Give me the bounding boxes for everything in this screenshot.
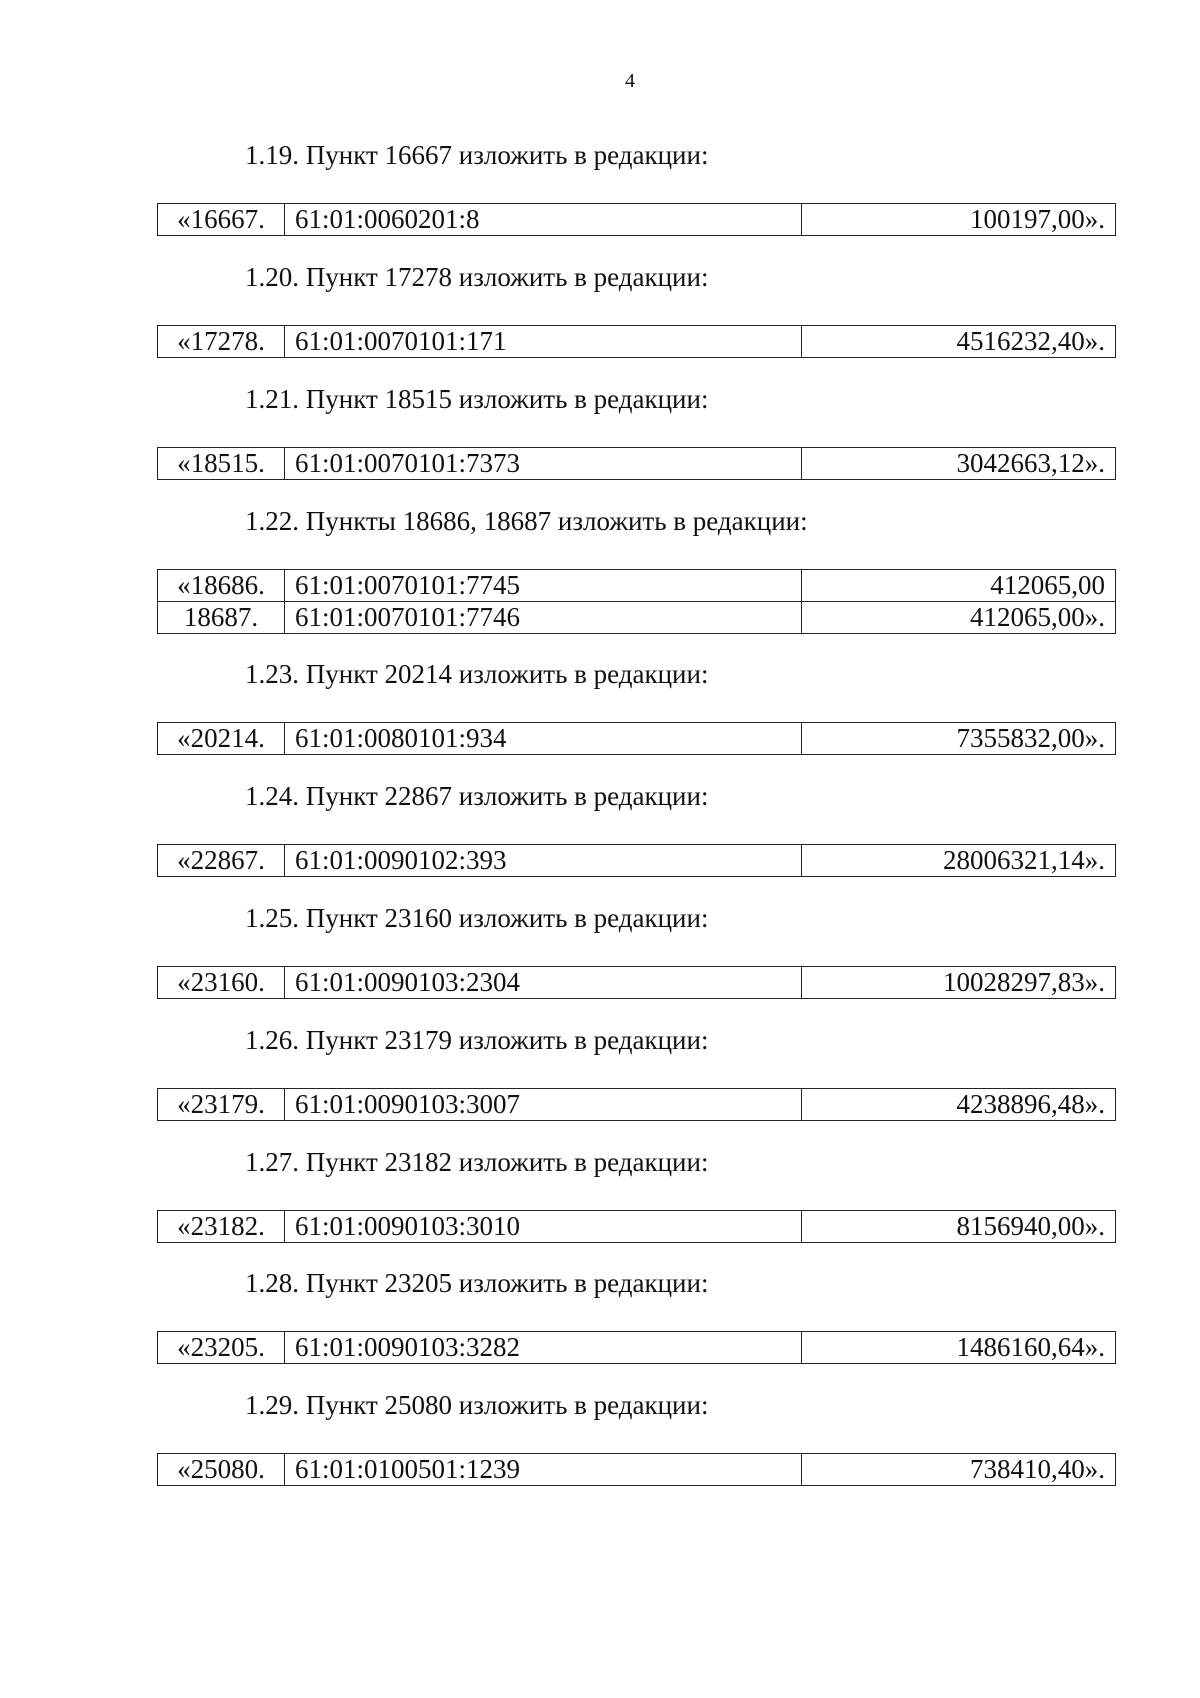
cadastral-value-cell: 8156940,00». — [802, 1211, 1116, 1243]
cadastral-number-cell: 61:01:0070101:7746 — [285, 602, 802, 634]
cadastral-value-cell: 738410,40». — [802, 1454, 1116, 1486]
amendment-table — [157, 447, 1116, 480]
item-number-cell: «25080. — [158, 1454, 285, 1486]
amendment-table — [157, 844, 1116, 877]
section-heading: 1.22. Пункты 18686, 18687 изложить в редакции: — [245, 506, 808, 536]
section-heading: 1.23. Пункт 20214 изложить в редакции: — [245, 659, 709, 689]
section-heading: 1.24. Пункт 22867 изложить в редакции: — [245, 781, 709, 811]
table-row — [158, 448, 1116, 480]
table-row — [158, 845, 1116, 877]
item-number-cell: «16667. — [158, 204, 285, 236]
amendment-table — [157, 1210, 1116, 1243]
cadastral-value-cell: 4516232,40». — [802, 326, 1116, 358]
cadastral-value-cell: 4238896,48». — [802, 1089, 1116, 1121]
cadastral-value-cell: 7355832,00». — [802, 723, 1116, 755]
amendment-table — [157, 1453, 1116, 1486]
table-row — [158, 967, 1116, 999]
cadastral-value-cell: 3042663,12». — [802, 448, 1116, 480]
item-number-cell: «23160. — [158, 967, 285, 999]
table-row — [158, 1089, 1116, 1121]
section-heading: 1.29. Пункт 25080 изложить в редакции: — [245, 1390, 709, 1420]
cadastral-number-cell: 61:01:0090103:3010 — [285, 1211, 802, 1243]
cadastral-value-cell: 1486160,64». — [802, 1332, 1116, 1364]
section-heading: 1.26. Пункт 23179 изложить в редакции: — [245, 1025, 709, 1055]
amendment-table — [157, 325, 1116, 358]
table-row — [158, 1211, 1116, 1243]
cadastral-number-cell: 61:01:0070101:171 — [285, 326, 802, 358]
item-number-cell: «22867. — [158, 845, 285, 877]
table-row — [158, 723, 1116, 755]
page-number: 4 — [625, 70, 635, 92]
section-heading: 1.25. Пункт 23160 изложить в редакции: — [245, 903, 709, 933]
table-row — [158, 1454, 1116, 1486]
item-number-cell: 18687. — [158, 602, 285, 634]
cadastral-number-cell: 61:01:0070101:7373 — [285, 448, 802, 480]
table-row — [158, 204, 1116, 236]
cadastral-number-cell: 61:01:0080101:934 — [285, 723, 802, 755]
amendment-table — [157, 966, 1116, 999]
item-number-cell: «20214. — [158, 723, 285, 755]
item-number-cell: «17278. — [158, 326, 285, 358]
item-number-cell: «18686. — [158, 570, 285, 602]
item-number-cell: «23205. — [158, 1332, 285, 1364]
section-heading: 1.21. Пункт 18515 изложить в редакции: — [245, 384, 709, 414]
table-row — [158, 602, 1116, 634]
cadastral-value-cell: 412065,00». — [802, 602, 1116, 634]
item-number-cell: «18515. — [158, 448, 285, 480]
cadastral-value-cell: 412065,00 — [802, 570, 1116, 602]
cadastral-number-cell: 61:01:0090103:3007 — [285, 1089, 802, 1121]
cadastral-number-cell: 61:01:0070101:7745 — [285, 570, 802, 602]
cadastral-number-cell: 61:01:0060201:8 — [285, 204, 802, 236]
table-row — [158, 570, 1116, 602]
cadastral-number-cell: 61:01:0090102:393 — [285, 845, 802, 877]
cadastral-value-cell: 100197,00». — [802, 204, 1116, 236]
amendment-table — [157, 722, 1116, 755]
table-row — [158, 326, 1116, 358]
section-heading: 1.27. Пункт 23182 изложить в редакции: — [245, 1147, 709, 1177]
cadastral-number-cell: 61:01:0090103:2304 — [285, 967, 802, 999]
item-number-cell: «23182. — [158, 1211, 285, 1243]
section-heading: 1.19. Пункт 16667 изложить в редакции: — [245, 140, 709, 170]
item-number-cell: «23179. — [158, 1089, 285, 1121]
cadastral-number-cell: 61:01:0090103:3282 — [285, 1332, 802, 1364]
cadastral-value-cell: 10028297,83». — [802, 967, 1116, 999]
cadastral-number-cell: 61:01:0100501:1239 — [285, 1454, 802, 1486]
amendment-table — [157, 569, 1116, 634]
section-heading: 1.28. Пункт 23205 изложить в редакции: — [245, 1268, 709, 1298]
table-row — [158, 1332, 1116, 1364]
amendment-table — [157, 203, 1116, 236]
amendment-table — [157, 1331, 1116, 1364]
section-heading: 1.20. Пункт 17278 изложить в редакции: — [245, 262, 709, 292]
amendment-table — [157, 1088, 1116, 1121]
cadastral-value-cell: 28006321,14». — [802, 845, 1116, 877]
